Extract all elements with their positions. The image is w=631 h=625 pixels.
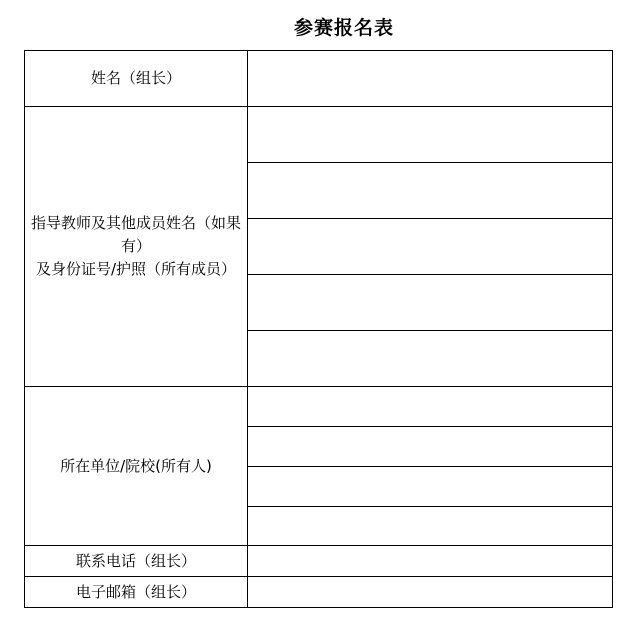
email-label-cell — [25, 577, 248, 608]
table-row — [25, 546, 613, 577]
form-title: 参赛报名表 — [293, 17, 394, 39]
member-field-3[interactable] — [248, 219, 613, 275]
institution-label-cell — [25, 387, 248, 546]
leader-name-field[interactable] — [248, 51, 613, 107]
institution-field-3[interactable] — [248, 467, 613, 507]
members-label-cell — [25, 107, 248, 387]
institution-field-4[interactable] — [248, 507, 613, 546]
phone-field[interactable] — [248, 546, 613, 577]
member-field-2[interactable] — [248, 163, 613, 219]
member-field-5[interactable] — [248, 331, 613, 387]
members-label-line1: 指导教师及其他成员姓名（如果有） — [30, 214, 241, 255]
institution-field-2[interactable] — [248, 427, 613, 467]
table-row — [25, 387, 613, 427]
email-label: 电子邮箱（组长） — [75, 582, 196, 601]
members-label-line2: 及身份证号/护照（所有成员） — [35, 260, 237, 278]
phone-label-cell — [25, 546, 248, 577]
email-field[interactable] — [248, 577, 613, 608]
table-row — [25, 577, 613, 608]
leader-name-label-cell — [25, 51, 248, 107]
phone-label: 联系电话（组长） — [75, 551, 196, 570]
leader-name-label: 姓名（组长） — [90, 69, 181, 87]
member-field-4[interactable] — [248, 275, 613, 331]
institution-label: 所在单位/院校(所有人) — [60, 456, 212, 475]
table-row — [25, 107, 613, 163]
institution-field-1[interactable] — [248, 387, 613, 427]
registration-form-table — [24, 50, 613, 608]
table-row — [25, 51, 613, 107]
member-field-1[interactable] — [248, 107, 613, 163]
